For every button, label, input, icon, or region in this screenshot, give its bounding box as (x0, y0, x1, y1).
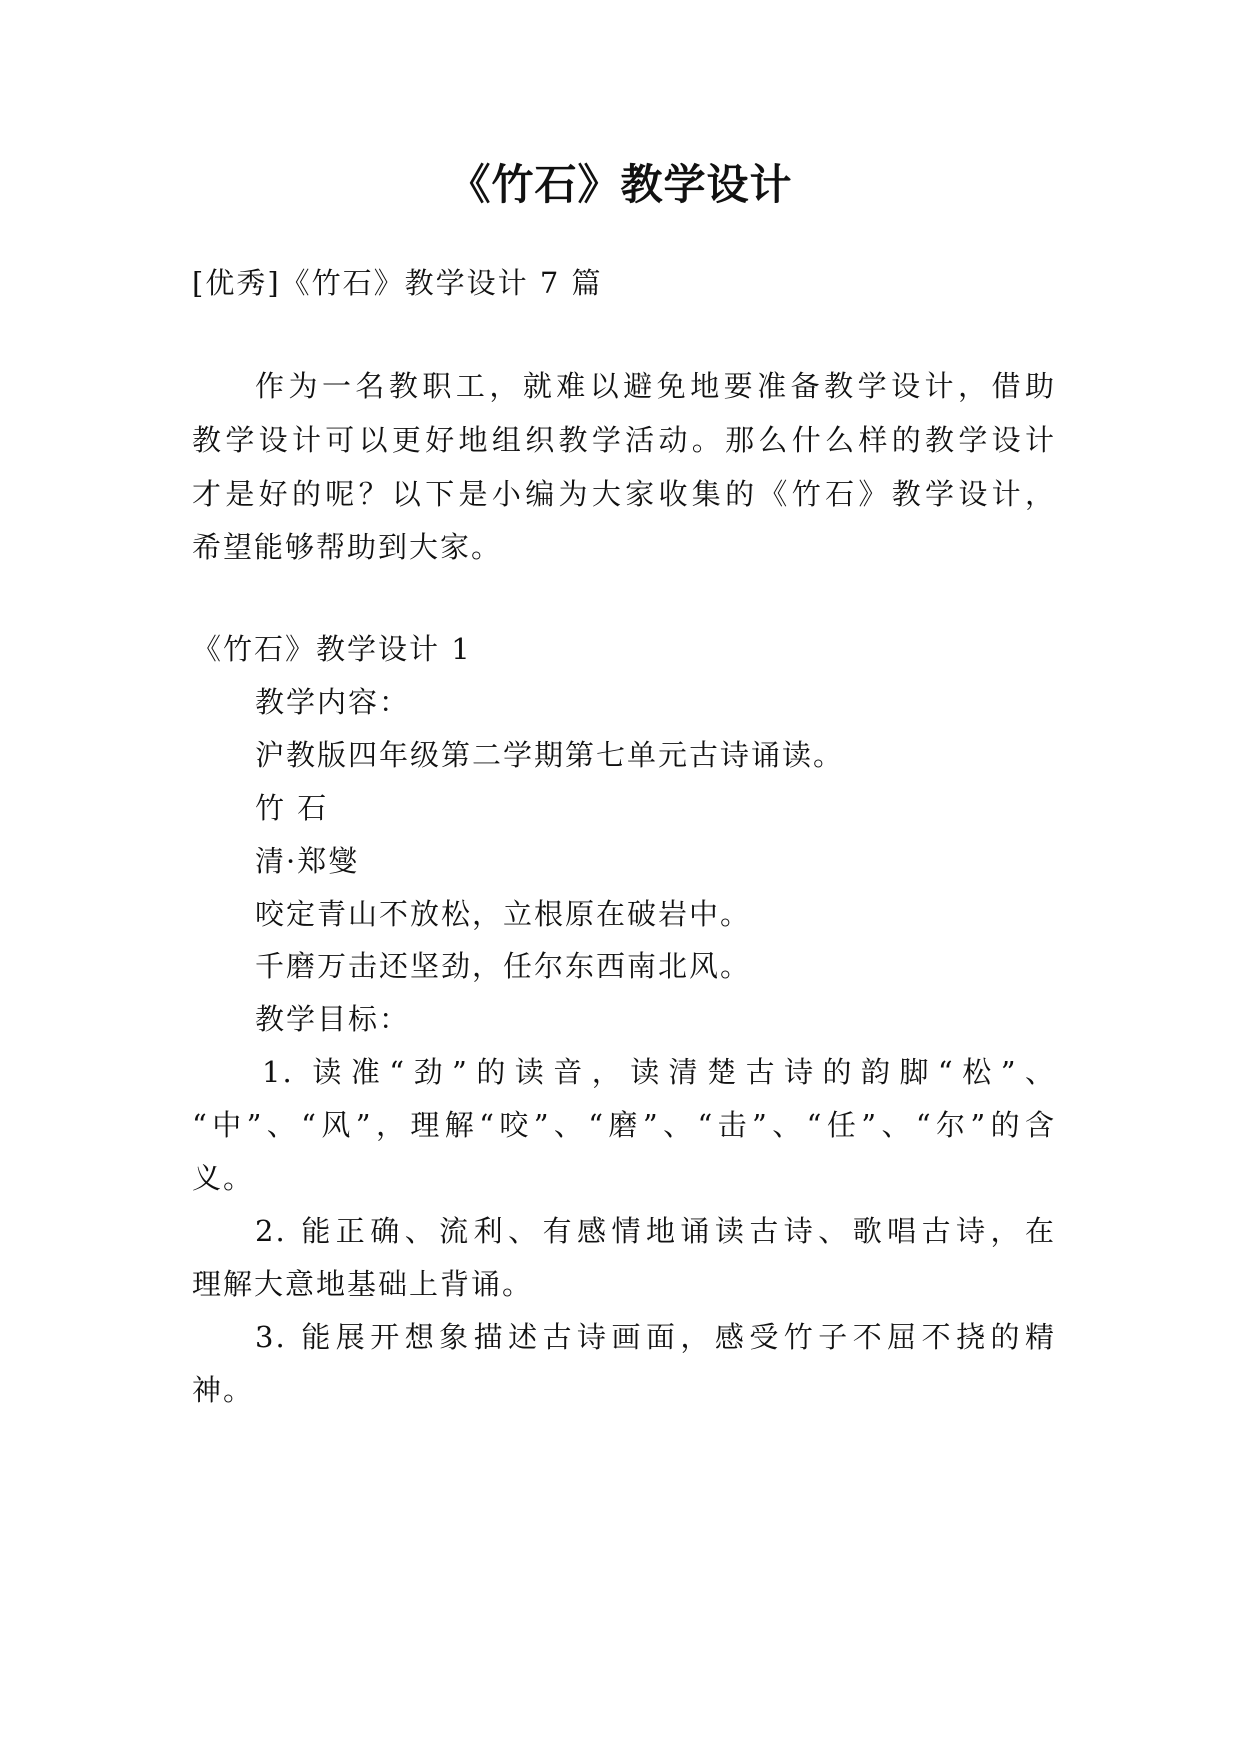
intro-paragraph-line-2: 教学设计可以更好地组织教学活动。那么什么样的教学设计 (192, 423, 1056, 457)
poem-line-1: 咬定青山不放松，立根原在破岩中。 (255, 897, 752, 931)
goal-2-line-1: 2. 能正确、流利、有感情地诵读古诗、歌唱古诗，在 (255, 1214, 1056, 1248)
document-title: 《竹石》教学设计 (448, 160, 793, 209)
poem-title: 竹 石 (255, 791, 329, 825)
goal-1-line-3: 义。 (192, 1161, 255, 1195)
goal-1-line-1: 1. 读准“劲”的读音，读清楚古诗的韵脚“松”、 (262, 1055, 1056, 1089)
intro-paragraph-line-4: 希望能够帮助到大家。 (192, 530, 503, 564)
poem-line-2: 千磨万击还坚劲，任尔东西南北风。 (255, 949, 752, 983)
document-subtitle: [优秀]《竹石》教学设计 7 篇 (192, 266, 603, 300)
section-heading: 《竹石》教学设计 1 (192, 632, 472, 666)
poem-author: 清·郑燮 (255, 844, 360, 878)
goal-3-line-1: 3. 能展开想象描述古诗画面，感受竹子不屈不挠的精 (255, 1320, 1056, 1354)
goal-1-line-2: “中”、“风”，理解“咬”、“磨”、“击”、“任”、“尔”的含 (192, 1108, 1056, 1142)
intro-paragraph-line-3: 才是好的呢？以下是小编为大家收集的《竹石》教学设计， (192, 477, 1056, 511)
teaching-content-text: 沪教版四年级第二学期第七单元古诗诵读。 (255, 738, 845, 772)
goal-3-line-2: 神。 (192, 1373, 255, 1407)
goal-2-line-2: 理解大意地基础上背诵。 (192, 1267, 534, 1301)
teaching-content-label: 教学内容： (255, 685, 411, 719)
intro-paragraph-line-1: 作为一名教职工，就难以避免地要准备教学设计，借助 (255, 369, 1056, 403)
teaching-goals-label: 教学目标： (255, 1002, 411, 1036)
